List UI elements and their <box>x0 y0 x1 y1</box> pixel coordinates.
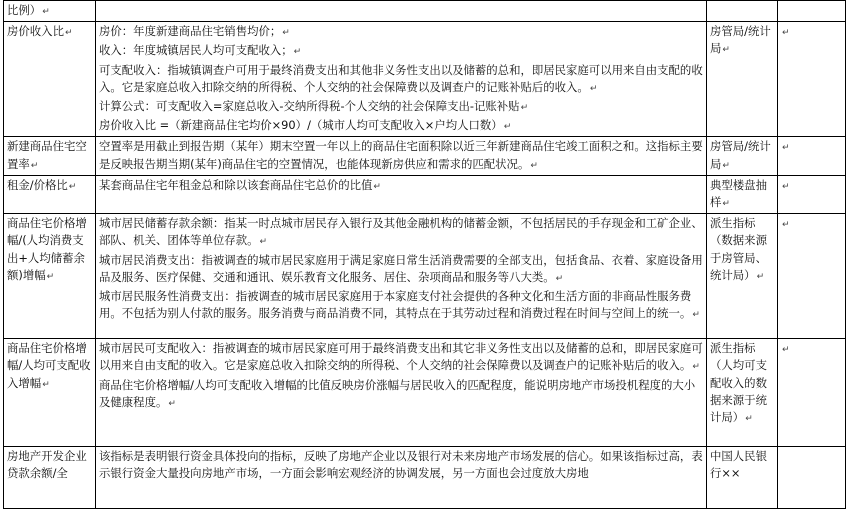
header-cell: 比例）↵ <box>4 1 96 22</box>
definition-cell <box>96 175 707 213</box>
definition-line: 收入：年度城镇居民人均可支配收入；↵ <box>99 43 302 58</box>
source-cell: 房管局/统计局↵ <box>707 137 778 175</box>
source-cell: 房管局/统计局↵ <box>707 22 778 137</box>
source-cell: 派生指标（数据来源于房管局、统计局）↵ <box>707 214 778 339</box>
definition-line: 空置率是用截止到报告期（某年）期末空置一年以上的商品住宅面积除以近三年新建商品住宅竣工面积之和。这指标主要是反映报告期当期(某年)商品住宅的空置情况，也能体现新房供应和需求的匹配状况。↵ <box>99 139 703 171</box>
definition-line: 某套商品住宅年租金总和除以该套商品住宅总价的比值↵ <box>99 177 381 192</box>
table-row <box>4 339 846 447</box>
table-row <box>4 214 846 339</box>
table-row <box>4 137 846 175</box>
source-cell: 派生指标（人均可支配收入的数据来源于统计局）↵ <box>707 339 778 447</box>
definition-cell <box>96 447 707 509</box>
definition-line: 城市居民服务性消费支出：指被调查的城市居民家庭用于本家庭支付社会提供的各种文化和生活方面的非商品性服务费用。不包括为别人付款的服务。服务消费与商品消费不同，其特点在于其劳动过程和消费过程在时间与空间上的统一。↵ <box>99 289 700 321</box>
cell <box>96 1 707 22</box>
indicator-name-cell: 房价收入比↵ <box>4 22 96 137</box>
indicator-name-cell: 租金/价格比↵ <box>4 175 96 213</box>
definition-line: 城市居民储蓄存款余额：指某一时点城市居民存入银行及其他金融机构的储蓄金额，不包括居民的手存现金和工矿企业、部队、机关、团体等单位存款。↵ <box>99 216 703 248</box>
definition-line: 商品住宅价格增幅/人均可支配收入增幅的比值反映房价涨幅与居民收入的匹配程度，能说明房地产市场投机程度的大小及健康程度。↵ <box>99 377 696 409</box>
source-cell: 典型楼盘抽样↵ <box>707 175 778 213</box>
definition-cell <box>96 339 707 447</box>
empty-cell <box>778 447 846 509</box>
empty-cell: ↵ <box>778 175 846 213</box>
definition-cell <box>96 214 707 339</box>
definition-line: 城市居民可支配收入：指被调查的城市居民家庭可用于最终消费支出和其它非义务性支出以及储蓄的总和，即居民家庭可以用来自由支配的收入。它是家庭总收入扣除交纳的所得税、个人交纳的社会保障费以及调查户的记账补贴后的收入。↵ <box>99 341 703 373</box>
indicator-name-cell: 新建商品住宅空置率↵ <box>4 137 96 175</box>
indicator-table <box>3 0 846 509</box>
table-row <box>4 175 846 213</box>
definition-line: 城市居民消费支出：指被调查的城市居民家庭用于满足家庭日常生活消费需要的全部支出，包括食品、衣着、家庭设备用品及服务、医疗保健、交通和通讯、娱乐教育文化服务、居住、杂项商品和服务等八大类。↵ <box>99 252 703 284</box>
indicator-name-cell: 商品住宅价格增幅/(人均消费支出+人均储蓄余额)增幅↵ <box>4 214 96 339</box>
definition-cell <box>96 137 707 175</box>
definition-cell <box>96 22 707 137</box>
empty-cell: ↵ <box>778 137 846 175</box>
definition-line: 房价收入比 =（新建商品住宅均价×90）/（城市人均可支配收入×户均人口数）↵ <box>99 118 512 133</box>
cell <box>778 1 846 22</box>
empty-cell: ↵ <box>778 214 846 339</box>
definition-line: 该指标是表明银行资金具体投向的指标，反映了房地产企业以及银行对未来房地产市场发展的信心。如果该指标过高，表示银行资金大量投向房地产市场，一方面会影响宏观经济的协调发展，另一方面也会过度放大房地 <box>99 449 703 481</box>
empty-cell: ↵ <box>778 339 846 447</box>
cell <box>707 1 778 22</box>
definition-line: 房价：年度新建商品住宅销售均价；↵ <box>99 24 290 39</box>
definition-line: 可支配收入：指城镇调查户可用于最终消费支出和其他非义务性支出以及储蓄的总和，即居民家庭可以用来自由支配的收入。它是家庭总收入扣除交纳的所得税、个人交纳的社会保障费以及调查户的记账补贴后的收入。↵ <box>99 62 703 94</box>
table-row <box>4 447 846 509</box>
empty-cell: ↵ <box>778 22 846 137</box>
source-cell: 中国人民银行×× <box>707 447 778 509</box>
indicator-name-cell: 商品住宅价格增幅/人均可支配收入增幅↵ <box>4 339 96 447</box>
table-row <box>4 1 846 22</box>
indicator-name-cell: 房地产开发企业贷款余额/全 <box>4 447 96 509</box>
definition-line: 计算公式：可支配收入=家庭总收入-交纳所得税-个人交纳的社会保障支出-记账补贴↵ <box>99 99 529 114</box>
table-row <box>4 22 846 137</box>
